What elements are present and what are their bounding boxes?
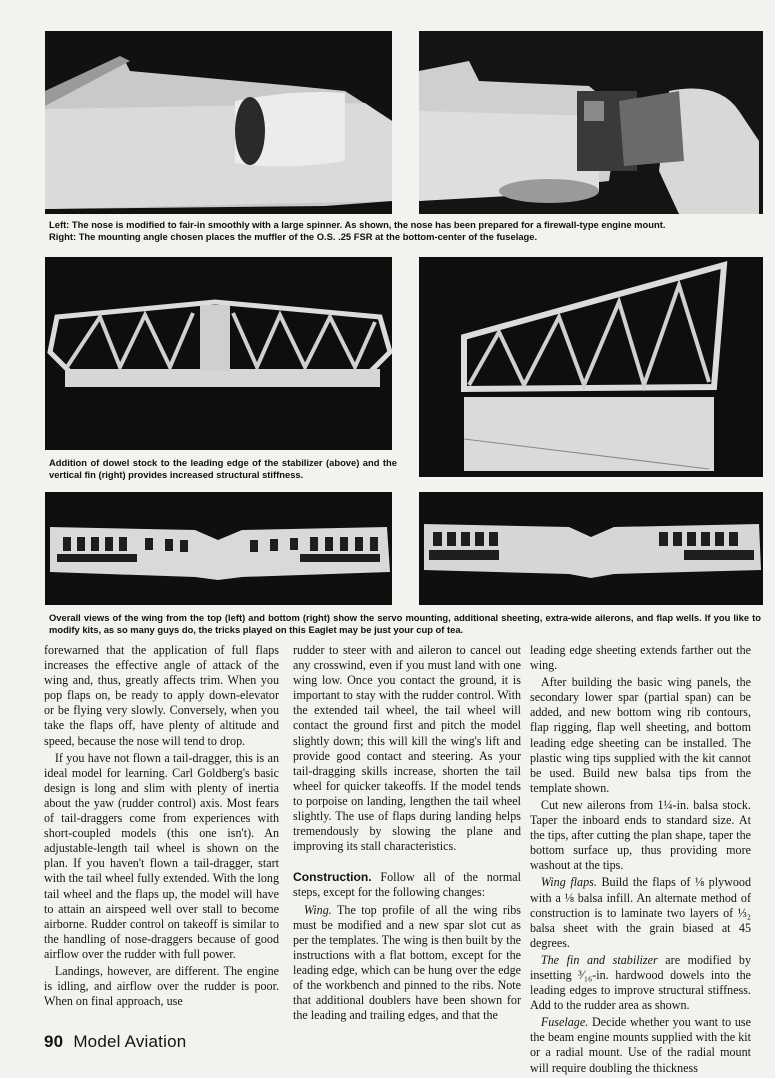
caption-dowel	[49, 457, 397, 481]
col3-paragraph-1: leading edge sheeting extends farther out the wing.	[530, 643, 751, 673]
col3-paragraph-3: Cut new ailerons from 1¼-in. balsa stock. Taper the inboard ends to standard size. At the tips, after cutting the plan shape, taper the bottom surface up, thus providing more washout at the tips.	[530, 797, 751, 873]
caption-nose-text: The nose is modified to fair-in smoothly with a large spinner. As shown, the nose has been prepared for a firewall-type engine mount.	[71, 219, 666, 230]
construction-paragraph	[293, 870, 521, 900]
photo-engine-mount	[419, 31, 763, 214]
fuselage-paragraph	[530, 1015, 751, 1075]
col3-paragraph-2: After building the basic wing panels, the secondary lower spar (partial span) can be added, and new bottom wing rib contours, flap rigging, flap well sheeting, and bottom leading edge sheeting can be installed. The plastic wing tips supplied with the kit cannot be used. Build new balsa tips from the template shown.	[530, 675, 751, 795]
page-number: 90	[44, 1032, 64, 1051]
col1-paragraph-2: If you have not flown a tail-dragger, this is an ideal model for learning. Carl Goldberg's basic design is long and slim with plenty of inertia about the yaw (rudder control) axis. Most fears of tail-draggers come from experiences with short-coupled models (this one isn't). An adjustable-length tail wheel is shown on the plan. If you haven't flown a tail-dragger, start with the tail wheel fully extended. With the long tail wheel and the flaps up, the model will have to attain an airspeed well over stall to become airborne. Rudder control on takeoff is similar to the handling of nose-draggers because of good airflow over the rudder with full power.	[44, 750, 279, 961]
construction-heading: Construction.	[293, 870, 372, 885]
caption-dowel-text: Addition of dowel stock to the leading edge of the stabilizer (above) and the vertical fin (right) provides increased structural stiffness.	[49, 457, 397, 480]
wing-heading: Wing.	[303, 902, 332, 917]
caption-wing-text: Overall views of the wing from the top (left) and bottom (right) show the servo mounting, additional sheeting, extra-wide ailerons, and flap wells. If you like to modify kits, as so many guys do, the tricks played on this Eaglet may be just your cup of tea.	[49, 612, 761, 635]
caption-wing	[49, 612, 761, 636]
construction-text: Follow all of the normal steps, except for the following changes:	[293, 870, 522, 900]
col1-paragraph-3: Landings, however, are different. The engine is idling, and airflow over the rudder is poor. When on final approach, use	[44, 963, 279, 1009]
caption-nose-text2: The mounting angle chosen places the muffler of the O.S. .25 FSR at the bottom-center of the fuselage.	[78, 231, 538, 242]
page-footer	[44, 1032, 186, 1052]
photo-vertical-fin	[419, 257, 763, 477]
caption-nose	[49, 219, 761, 243]
wing-text: The top profile of all the wing ribs must be modified and a new spar slot cut as per the templates. The wing is then built by the instructions with a flat bottom, except for the leading edge, which can be hung over the edge of the workbench and pinned to the ribs. Note that additional doublers have been shown for the leading and trailing edges, and that the	[293, 902, 521, 1023]
flaps-heading: Wing flaps.	[540, 875, 597, 890]
column-2	[293, 643, 521, 1025]
flaps-text: Build the flaps of ⅛ plywood with a ⅛ balsa infill. An alternate method of construction is to laminate two layers of ⅓₂ balsa sheet with the grain biased at 45 degrees.	[530, 875, 751, 950]
flaps-paragraph	[530, 875, 751, 950]
magazine-name: Model Aviation	[73, 1032, 187, 1051]
fin-paragraph	[530, 953, 751, 1013]
column-1	[44, 643, 279, 1011]
photo-nose-fairing	[45, 31, 392, 214]
photo-wing-bottom	[419, 492, 763, 605]
caption-right-label: Right:	[49, 231, 77, 242]
fuselage-heading: Fuselage.	[540, 1015, 589, 1030]
col1-paragraph-1: forewarned that the application of full flaps increases the effective angle of attack of the wing and, thus, greatly affects trim. When you pop flaps on, be ready to apply down-elevator or be flying very slowly. Conversely, when you take the flaps off, have plenty of altitude and speed, because the nose will tend to drop.	[44, 643, 279, 748]
photo-wing-top	[45, 492, 392, 605]
photo-stabilizer	[45, 257, 392, 450]
column-3	[530, 643, 751, 1078]
fin-heading: The fin and stabilizer	[540, 952, 658, 967]
caption-left-label: Left:	[49, 219, 70, 230]
fin-text: are modified by insetting ³⁄₁₆-in. hardwood dowels into the leading edges to improve structural stiffness. Add to the rudder area as shown.	[530, 952, 751, 1013]
fuselage-text: Decide whether you want to use the beam engine mounts supplied with the kit or a radial mount. Use of the radial mount will require doubling the thickness	[530, 1015, 751, 1075]
col2-paragraph-1: rudder to steer with and aileron to cancel out any crosswind, even if you must land with one wing low. Once you contact the ground, it is important to stay with the rudder control. With the extended tail wheel, the tail wheel will contact the ground first and pitch the model slightly down; this will kill the wing's lift and provide good contact and steering. As your tail-dragging skills increase, shorten the tail wheel for quicker takeoffs. If the model tends to porpoise on landing, lengthen the tail wheel slightly. The use of flaps during landing helps tremendously by slowing the plane and improving its stall characteristics.	[293, 643, 521, 854]
wing-paragraph	[293, 903, 521, 1024]
